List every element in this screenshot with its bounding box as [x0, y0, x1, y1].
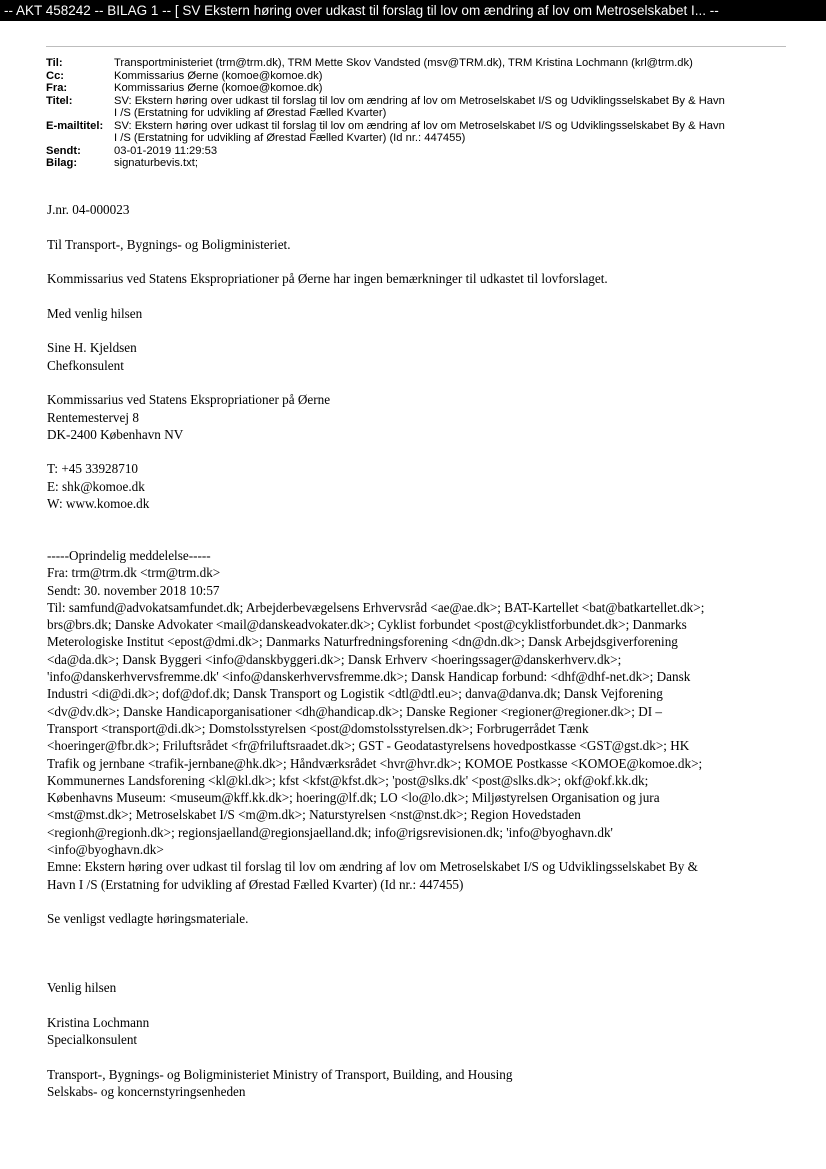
unit: Selskabs- og koncernstyringsenheden — [47, 1084, 246, 1100]
closing: Med venlig hilsen — [47, 305, 143, 321]
attachments-row — [46, 157, 788, 170]
recipient-line: <info@byoghavn.dk> — [47, 841, 164, 857]
title-line-2: I /S (Erstatning for udvikling af Ørestad Fælled Kvarter) — [114, 107, 387, 119]
recipient-line: Meterologiske Institut <epost@dmi.dk>; Danmarks Naturfredningsforening <dn@dn.dk>; Dansk Arbejdsgiverforening — [47, 634, 678, 650]
original-signer-name: Kristina Lochmann — [47, 1014, 150, 1030]
original-sent: Sendt: 30. november 2018 10:57 — [47, 582, 220, 598]
cc-value: Kommissarius Øerne (komoe@komoe.dk) — [114, 69, 323, 82]
email-address[interactable]: E: shk@komoe.dk — [47, 478, 145, 494]
recipient-line: Københavns Museum: <museum@kff.kk.dk>; hoering@lf.dk; LO <lo@lo.dk>; Miljøstyrelsen Organisation og jura — [47, 790, 660, 806]
header-divider — [46, 46, 786, 47]
website[interactable]: W: www.komoe.dk — [47, 496, 150, 512]
city-address: DK-2400 København NV — [47, 426, 184, 442]
recipient-line: 'info@danskerhvervsfremme.dk' <info@danskerhvervsfremme.dk>; Dansk Handicap forbund: <dhf@dhf-net.dk>; Dansk — [47, 669, 691, 685]
recipient-line: brs@brs.dk; Danske Advokater <mail@danskeadvokater.dk>; Cyklist forbundet <post@cyklistforbundet.dk>; Danmarks — [47, 617, 687, 633]
email-header — [46, 57, 788, 170]
recipient-line: <hoeringer@fbr.dk>; Friluftsrådet <fr@friluftsraadet.dk>; GST - Geodatastyrelsens hovedpostkasse <GST@gst.dk>; HK — [47, 738, 690, 754]
cc-label: Cc: — [46, 69, 65, 82]
attachments-value[interactable]: signaturbevis.txt; — [114, 157, 198, 169]
sent-row — [46, 145, 788, 158]
email-title-label: E-mailtitel: — [46, 119, 104, 132]
recipient-line: Industri <di@di.dk>; dof@dof.dk; Dansk Transport og Logistik <dtl@dtl.eu>; danva@danva.dk; Dansk Vejforening — [47, 686, 663, 702]
recipient-line: Til: samfund@advokatsamfundet.dk; Arbejderbevægelsens Erhvervsråd <ae@ae.dk>; BAT-Kartellet <bat@batkartellet.dk>; — [47, 599, 705, 615]
from-value: Kommissarius Øerne (komoe@komoe.dk) — [114, 82, 323, 94]
to-label: Til: — [46, 57, 63, 69]
from-row — [46, 82, 788, 95]
recipient-list — [47, 599, 787, 858]
title-label: Titel: — [46, 94, 73, 107]
original-signer-title: Specialkonsulent — [47, 1032, 138, 1048]
original-closing: Venlig hilsen — [47, 980, 117, 996]
signer-name: Sine H. Kjeldsen — [47, 340, 137, 356]
document-banner: -- AKT 458242 -- BILAG 1 -- [ SV Ekstern høring over udkast til forslag til lov om ændring af lov om Metroselskabet I... -- — [0, 0, 826, 21]
cc-row — [46, 70, 788, 83]
original-from: Fra: trm@trm.dk <trm@trm.dk> — [47, 565, 221, 581]
ministry: Transport-, Bygnings- og Boligministeriet Ministry of Transport, Building, and Housing — [47, 1066, 513, 1082]
email-title-value — [114, 120, 788, 145]
email-body — [47, 201, 787, 1100]
attachments-label: Bilag: — [46, 157, 78, 169]
journal-number: J.nr. 04-000023 — [47, 202, 130, 217]
from-label: Fra: — [46, 82, 68, 94]
subject-line-1: Emne: Ekstern høring over udkast til forslag til lov om ændring af lov om Metroselskabet I/S og Udviklingsselskabet By & — [47, 859, 698, 875]
recipient-line: <regionh@regionh.dk>; regionsjaelland@regionsjaelland.dk; info@rigsrevisionen.dk; 'info@byoghavn.dk' — [47, 824, 613, 840]
email-title-row — [46, 120, 788, 145]
title-row — [46, 95, 788, 120]
recipient-line: <dv@dv.dk>; Danske Handicaporganisationer <dh@handicap.dk>; Danske Regioner <regioner@regioner.dk>; DI – — [47, 703, 662, 719]
title-value — [114, 95, 788, 120]
attachment-note: Se venligst vedlagte høringsmateriale. — [47, 911, 249, 927]
subject-line-2: Havn I /S (Erstatning for udvikling af Ørestad Fælled Kvarter) (Id nr.: 447455) — [47, 876, 464, 892]
email-title-line-2: I /S (Erstatning for udvikling af Ørestad Fælled Kvarter) (Id nr.: 447455) — [114, 132, 466, 144]
to-value: Transportministeriet (trm@trm.dk), TRM Mette Skov Vandsted (msv@TRM.dk), TRM Kristina Lochmann (krl@trm.dk) — [114, 57, 693, 69]
recipient-line: Trafik og jernbane <trafik-jernbane@hk.dk>; Håndværksrådet <hvr@hvr.dk>; KOMOE Postkasse <KOMOE@komoe.dk>; — [47, 755, 703, 771]
recipient-line: <mst@mst.dk>; Metroselskabet I/S <m@m.dk>; Naturstyrelsen <nst@nst.dk>; Region Hovedstaden — [47, 807, 581, 823]
original-divider: -----Oprindelig meddelelse----- — [47, 547, 211, 563]
sent-value: 03-01-2019 11:29:53 — [114, 144, 218, 157]
recipient-line: Transport <transport@di.dk>; Domstolsstyrelsen <post@domstolsstyrelsen.dk>; Forbrugerrådet Tænk — [47, 720, 589, 736]
greeting: Til Transport-, Bygnings- og Boligministeriet. — [47, 236, 291, 252]
sent-label: Sendt: — [46, 144, 81, 157]
to-row — [46, 57, 788, 70]
recipient-line: Kommunernes Landsforening <kl@kl.dk>; kfst <kfst@kfst.dk>; 'post@slks.dk' <post@slks.dk>; okf@okf.kk.dk; — [47, 772, 649, 788]
organization: Kommissarius ved Statens Ekspropriationer på Øerne — [47, 392, 331, 408]
signer-title: Chefkonsulent — [47, 357, 124, 373]
message: Kommissarius ved Statens Ekspropriationer på Øerne har ingen bemærkninger til udkastet til lovforslaget. — [47, 271, 608, 287]
email-title-line-1: SV: Ekstern høring over udkast til forslag til lov om ændring af lov om Metroselskabet I/S og Udviklingsselskabet By & Havn — [114, 119, 725, 132]
phone: T: +45 33928710 — [47, 461, 139, 477]
street-address: Rentemestervej 8 — [47, 409, 139, 425]
recipient-line: <da@da.dk>; Dansk Byggeri <info@danskbyggeri.dk>; Dansk Erhverv <hoeringssager@danskerhverv.dk>; — [47, 651, 622, 667]
title-line-1: SV: Ekstern høring over udkast til forslag til lov om ændring af lov om Metroselskabet I/S og Udviklingsselskabet By & Havn — [114, 94, 725, 107]
